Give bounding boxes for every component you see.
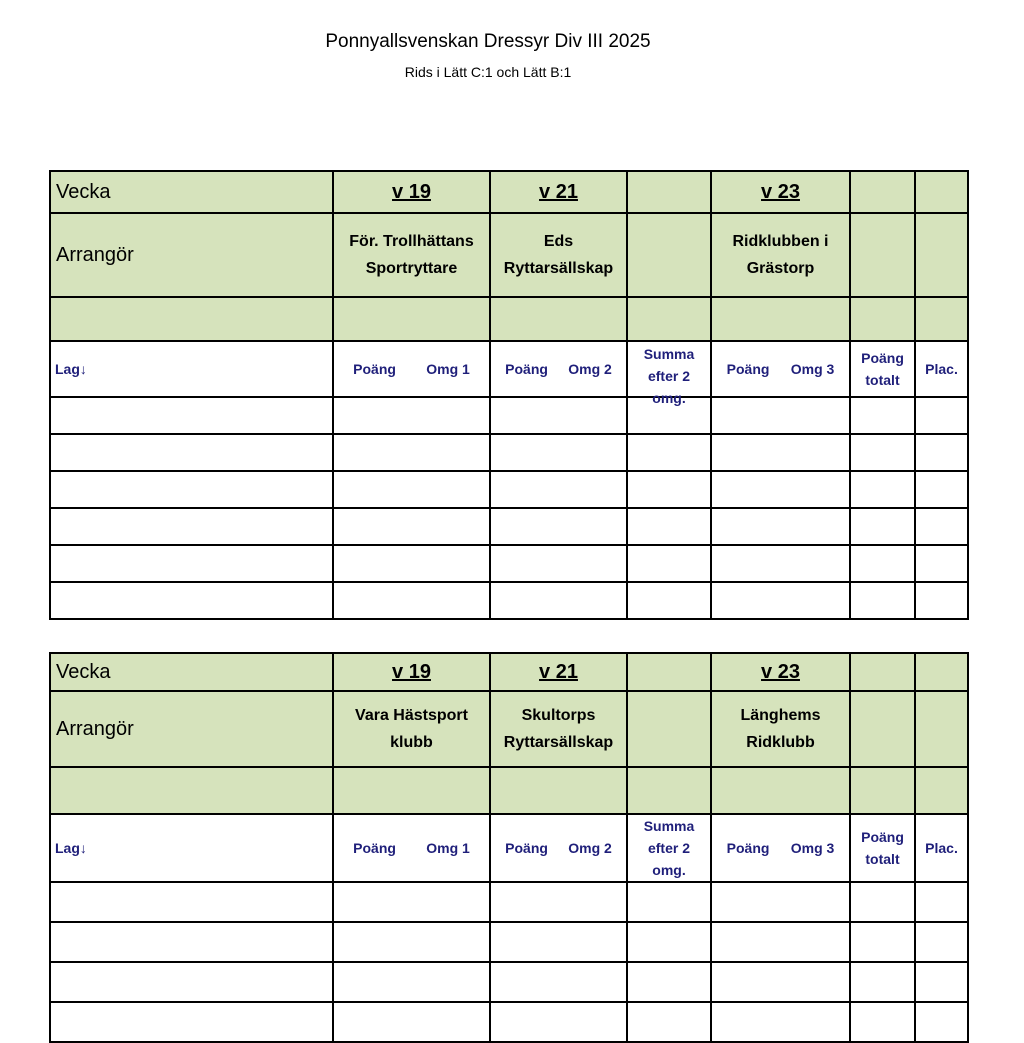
empty-cell xyxy=(850,653,915,691)
empty-cell xyxy=(915,171,968,213)
table-row xyxy=(50,882,968,922)
empty-cell xyxy=(915,691,968,767)
week-row xyxy=(50,653,968,691)
empty-cell xyxy=(627,691,711,767)
vecka-label: Vecka xyxy=(50,653,333,691)
blank-green-row xyxy=(50,767,968,814)
empty-cell xyxy=(627,171,711,213)
table-row xyxy=(50,434,968,471)
organizer-line: Ridklubb xyxy=(746,734,815,751)
week-cell: v 21 xyxy=(490,171,627,213)
organizer-row xyxy=(50,213,968,297)
organizer-line: Ryttarsällskap xyxy=(503,260,614,277)
organizer-line: Ridklubben i xyxy=(732,233,829,250)
empty-cell xyxy=(627,213,711,297)
omg1-header xyxy=(333,814,490,882)
week-row xyxy=(50,171,968,213)
score-table-2 xyxy=(49,652,969,1043)
summa-line: omg. xyxy=(652,862,686,878)
week-cell: v 23 xyxy=(711,171,850,213)
summa-line: omg. xyxy=(652,390,686,406)
empty-cell xyxy=(850,213,915,297)
vecka-label: Vecka xyxy=(50,171,333,213)
summa-line: Summa xyxy=(643,346,695,362)
omg2-header xyxy=(490,814,627,882)
table-row xyxy=(50,962,968,1002)
poang-label: Poäng xyxy=(726,361,770,377)
arrangor-label: Arrangör xyxy=(50,691,333,767)
week-cell: v 21 xyxy=(490,653,627,691)
organizer-cell xyxy=(490,691,627,767)
poang-totalt-header xyxy=(850,341,915,397)
column-header-row xyxy=(50,341,968,397)
header-line: Poäng xyxy=(861,829,904,845)
column-header-row xyxy=(50,814,968,882)
omg-label: Omg 3 xyxy=(790,840,835,856)
omg2-header xyxy=(490,341,627,397)
organizer-line: För. Trollhättans xyxy=(349,233,474,250)
organizer-line: Grästorp xyxy=(746,260,815,277)
organizer-line: klubb xyxy=(390,734,433,751)
organizer-cell xyxy=(711,691,850,767)
organizer-line: Skultorps xyxy=(521,707,596,724)
omg-label: Omg 3 xyxy=(790,361,835,377)
table-row xyxy=(50,1002,968,1042)
plac-header: Plac. xyxy=(915,814,968,882)
summa-header xyxy=(627,341,711,406)
plac-header: Plac. xyxy=(915,341,968,397)
organizer-line: Länghems xyxy=(740,707,821,724)
summa-line: efter 2 xyxy=(647,840,691,856)
empty-cell xyxy=(850,691,915,767)
omg-label: Omg 2 xyxy=(568,840,612,856)
organizer-line: Eds xyxy=(543,233,574,250)
table-row xyxy=(50,582,968,619)
empty-cell xyxy=(915,213,968,297)
summa-line: Summa xyxy=(643,818,695,834)
poang-totalt-header xyxy=(850,814,915,882)
empty-cell xyxy=(915,653,968,691)
omg3-header xyxy=(711,341,850,397)
blank-green-row xyxy=(50,297,968,341)
summa-header xyxy=(627,814,711,882)
omg-label: Omg 1 xyxy=(426,840,470,856)
poang-label: Poäng xyxy=(353,361,396,377)
organizer-cell xyxy=(333,691,490,767)
omg1-header xyxy=(333,341,490,397)
organizer-line: Vara Hästsport xyxy=(355,707,468,724)
organizer-line: Sportryttare xyxy=(365,260,458,277)
omg-label: Omg 2 xyxy=(568,361,612,377)
header-line: totalt xyxy=(865,851,900,867)
poang-label: Poäng xyxy=(353,840,396,856)
table-row xyxy=(50,922,968,962)
page-subtitle: Rids i Lätt C:1 och Lätt B:1 xyxy=(404,64,572,80)
empty-cell xyxy=(850,171,915,213)
week-cell: v 23 xyxy=(711,653,850,691)
organizer-cell xyxy=(711,213,850,297)
arrangor-label: Arrangör xyxy=(50,213,333,297)
poang-label: Poäng xyxy=(505,840,548,856)
organizer-line: Ryttarsällskap xyxy=(503,734,614,751)
page-title: Ponnyallsvenskan Dressyr Div III 2025 xyxy=(325,31,651,52)
table-row xyxy=(50,397,968,434)
table-row xyxy=(50,471,968,508)
header-line: totalt xyxy=(865,372,900,388)
omg-label: Omg 1 xyxy=(426,361,470,377)
lag-header: Lag↓ xyxy=(50,814,333,882)
poang-label: Poäng xyxy=(726,840,770,856)
omg3-header xyxy=(711,814,850,882)
empty-cell xyxy=(627,653,711,691)
summa-line: efter 2 xyxy=(647,368,691,384)
week-cell: v 19 xyxy=(333,171,490,213)
organizer-cell xyxy=(333,213,490,297)
poang-label: Poäng xyxy=(505,361,548,377)
week-cell: v 19 xyxy=(333,653,490,691)
header-line: Poäng xyxy=(861,350,904,366)
organizer-cell xyxy=(490,213,627,297)
score-table-1 xyxy=(49,170,969,620)
table-row xyxy=(50,508,968,545)
table-row xyxy=(50,545,968,582)
lag-header: Lag↓ xyxy=(50,341,333,397)
organizer-row xyxy=(50,691,968,767)
